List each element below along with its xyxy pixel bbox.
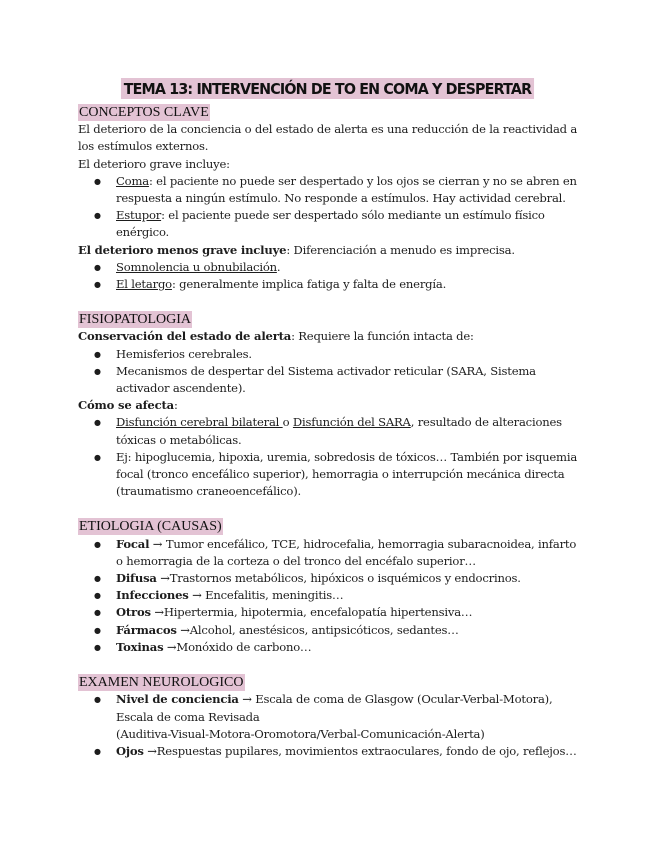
paragraph: El deterioro de la conciencia o del estado de alerta es una reducción de la reactividad a los estímulos externos.	[78, 122, 578, 154]
bullet-list	[78, 173, 583, 242]
list-item	[116, 276, 583, 293]
paragraph	[78, 397, 583, 414]
list-item: ● Ej: hipoglucemia, hipoxia, uremia, sobredosis de tóxicos… También por isquemia focal (tronco encefálico superior), hemorragia o interrupción mecánica directa (traumatismo craneoencefálico).	[116, 449, 583, 501]
item-text: : generalmente implica fatiga y falta de energía.	[171, 277, 447, 292]
bullet-list	[78, 691, 583, 760]
bold-term: Focal	[116, 536, 150, 551]
arrow-icon: →	[163, 639, 177, 654]
item-text: Alcohol, anestésicos, antipsicóticos, sedantes…	[189, 622, 459, 637]
item-text: Tumor encefálico, TCE, hidrocefalia, hemorragia subaracnoidea, infarto o hemorragia de la corteza o del tronco del encéfalo superior…	[116, 536, 577, 568]
bold-term: Otros	[116, 605, 151, 620]
item-text: Hipertermia, hipotermia, encefalopatía hipertensiva…	[163, 605, 473, 620]
arrow-icon: →	[176, 622, 190, 637]
item-text: Monóxido de carbono…	[176, 639, 312, 654]
list-item	[116, 536, 583, 570]
bold-term: Conservación del estado de alerta	[78, 329, 292, 344]
term: Estupor	[116, 208, 162, 223]
arrow-icon: →	[149, 536, 166, 551]
spacer	[78, 500, 583, 518]
list-item: ● Mecanismos de despertar del Sistema activador reticular (SARA, Sistema activador ascendente).	[116, 363, 583, 397]
bold-term: Toxinas	[116, 639, 164, 654]
item-text: .	[276, 259, 281, 274]
bullet-list	[78, 536, 583, 656]
paragraph-text: : Requiere la función intacta de:	[291, 329, 474, 344]
document-body	[78, 104, 583, 760]
bold-term: El deterioro menos grave incluye	[78, 242, 287, 257]
bold-term: Difusa	[116, 571, 157, 586]
section-conceptos-clave	[78, 104, 583, 293]
arrow-icon: →	[238, 692, 256, 707]
bold-term: Fármacos	[116, 622, 177, 637]
term: Disfunción del SARA	[292, 415, 411, 430]
bullet-list	[78, 346, 583, 398]
list-item	[116, 570, 583, 587]
bold-term: Infecciones	[116, 588, 189, 603]
bold-term: Ojos	[116, 743, 144, 758]
bold-term: Nivel de conciencia	[116, 692, 239, 707]
list-item	[116, 639, 583, 656]
list-item	[116, 173, 583, 207]
list-item	[116, 259, 583, 276]
paragraph	[78, 328, 583, 345]
arrow-icon: →	[188, 588, 206, 603]
list-item	[116, 622, 583, 639]
section-etiologia	[78, 518, 583, 656]
list-item	[116, 414, 583, 448]
spacer	[78, 656, 583, 674]
bold-term: Cómo se afecta	[78, 398, 174, 413]
paragraph	[78, 242, 583, 259]
bullet-list	[78, 259, 583, 293]
list-item	[116, 743, 583, 760]
section-heading: EXAMEN NEUROLOGICO	[79, 675, 244, 691]
document-title: TEMA 13: INTERVENCIÓN DE TO EN COMA Y DESPERTAR	[121, 78, 534, 99]
section-examen-neurologico	[78, 674, 583, 760]
item-text: : el paciente no puede ser despertado y los ojos se cierran y no se abren en respuesta a ningún estímulo. No responde a estímulos. Hay actividad cerebral.	[116, 173, 577, 206]
item-text: Escala de coma de Glasgow (Ocular-Verbal-Motora), Escala de coma Revisada	[116, 692, 553, 724]
item-text: Respuestas pupilares, movimientos extraoculares, fondo de ojo, reflejos…	[156, 743, 577, 758]
term: Disfunción cerebral bilateral	[116, 415, 283, 430]
item-text: Encefalitis, meningitis…	[205, 588, 344, 603]
item-text: , resultado de alteraciones tóxicas o metabólicas.	[116, 415, 562, 447]
spacer	[78, 293, 583, 311]
section-fisiopatologia	[78, 311, 583, 500]
list-item	[116, 691, 583, 743]
list-item	[116, 587, 583, 604]
item-text: o	[282, 415, 293, 430]
paragraph: El deterioro grave incluye:	[78, 156, 230, 171]
term: Coma	[116, 173, 149, 188]
paragraph-text: : Diferenciación a menudo es imprecisa.	[286, 242, 515, 257]
term: Somnolencia u obnubilación	[116, 259, 277, 274]
section-heading: ETIOLOGIA (CAUSAS)	[79, 519, 222, 535]
bullet-list	[78, 414, 583, 500]
section-heading: CONCEPTOS CLAVE	[79, 105, 209, 120]
list-item	[116, 207, 583, 241]
title-block	[0, 78, 655, 99]
item-text: (Auditiva-Visual-Motora-Oromotora/Verbal-Comunicación-Alerta)	[116, 726, 485, 741]
item-text: : el paciente puede ser despertado sólo mediante un estímulo físico enérgico.	[116, 208, 545, 240]
arrow-icon: →	[150, 605, 164, 620]
list-item	[116, 604, 583, 621]
paragraph-text: :	[173, 398, 178, 413]
section-heading: FISIOPATOLOGIA	[79, 312, 192, 328]
item-text: Trastornos metabólicos, hipóxicos o isquémicos y endocrinos.	[169, 571, 521, 586]
term: El letargo	[116, 277, 172, 292]
arrow-icon: →	[143, 743, 157, 758]
list-item: ● Hemisferios cerebrales.	[116, 346, 583, 363]
arrow-icon: →	[156, 571, 170, 586]
